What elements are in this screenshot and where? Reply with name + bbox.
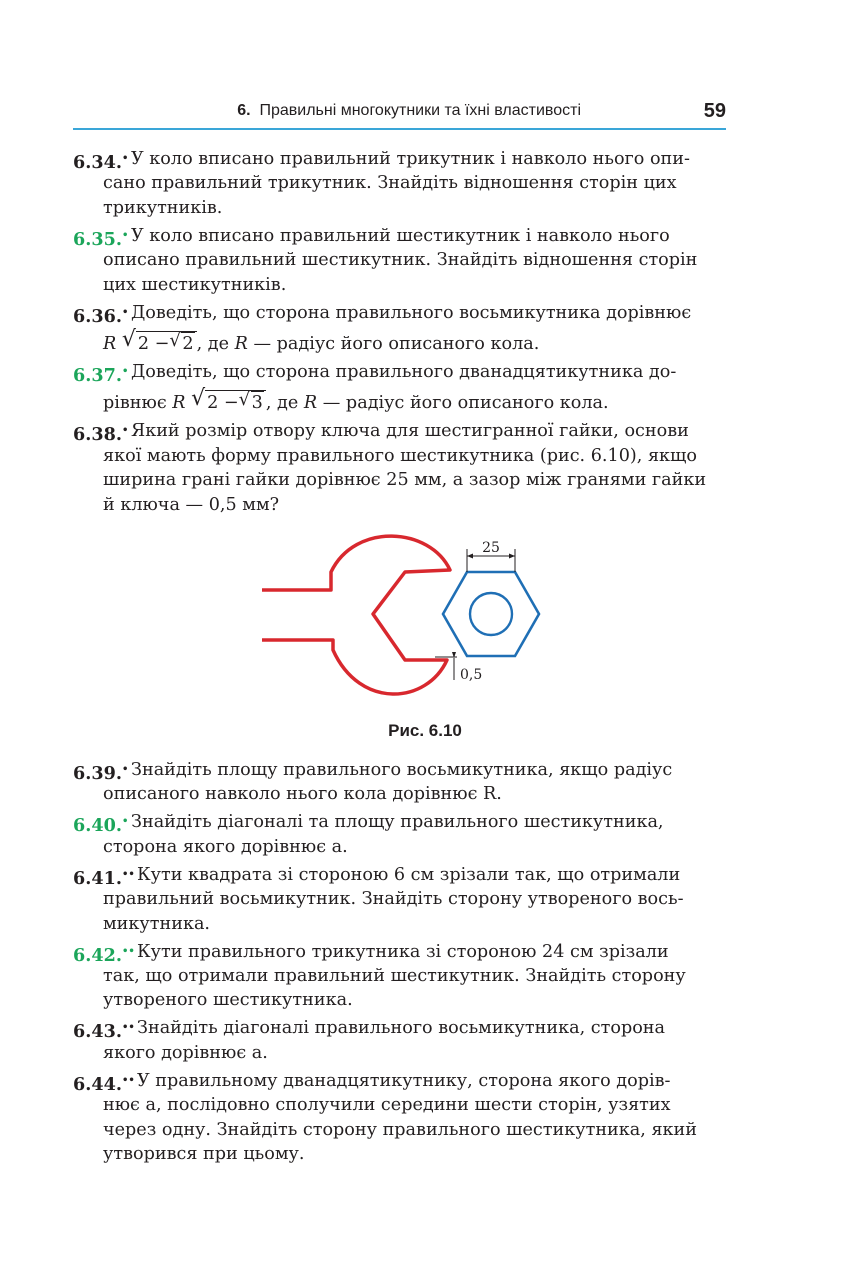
problem-number: 6.39.• bbox=[73, 762, 129, 784]
nut-hexagon bbox=[443, 572, 539, 656]
problem-6-41 bbox=[73, 863, 726, 936]
problem-line: Знайдіть площу правильного восьмикутника, якщо радіус bbox=[131, 760, 673, 780]
chapter-title-text: Правильні многокутники та їхні властивості bbox=[259, 102, 581, 119]
problem-6-36 bbox=[73, 301, 726, 357]
sqrt-inner: √ 3 bbox=[251, 391, 264, 414]
problem-line: Знайдіть діагоналі та площу правильного шестикутника, bbox=[131, 812, 664, 833]
problem-line: через одну. Знайдіть сторону правильного шестикутника, який bbox=[103, 1119, 697, 1140]
problem-6-37 bbox=[73, 360, 726, 416]
problem-6-34 bbox=[73, 147, 726, 220]
problem-6-43 bbox=[73, 1016, 726, 1065]
problem-line: У коло вписано правильний шестикутник і навколо нього bbox=[131, 225, 670, 246]
problem-number: 6.34.• bbox=[73, 151, 129, 173]
sqrt-inner: √ 2 bbox=[181, 332, 194, 355]
problem-list-bottom bbox=[73, 758, 726, 1170]
problem-number: 6.40.• bbox=[73, 815, 129, 837]
formula-line: рівнює R √ 2 −√ 3 , де R — радіус його описаного кола. bbox=[103, 390, 726, 415]
problem-list-top bbox=[73, 147, 726, 521]
problem-line: Знайдіть діагоналі правильного восьмикутника, сторона bbox=[137, 1018, 666, 1039]
problem-line: Який розмір отвору ключа для шестигранної гайки, основи bbox=[131, 421, 689, 442]
page-number: 59 bbox=[703, 100, 726, 122]
formula-line: R √ 2 −√ 2 , де R — радіус його описаного кола. bbox=[103, 331, 726, 356]
problem-line: утворився при цьому. bbox=[103, 1144, 305, 1165]
formula-r: R bbox=[172, 393, 186, 414]
problem-line: Кути правильного трикутника зі стороною 24 см зрізали bbox=[137, 941, 669, 962]
problem-line: У коло вписано правильний трикутник і навколо нього опи- bbox=[131, 149, 690, 169]
problem-number: 6.38.• bbox=[73, 424, 129, 446]
sqrt-outer: √ 2 −√ 3 bbox=[205, 390, 266, 414]
problem-number: 6.43.•• bbox=[73, 1021, 135, 1043]
nut-hole bbox=[470, 593, 512, 635]
formula-r: R bbox=[103, 334, 117, 355]
problem-6-44 bbox=[73, 1069, 726, 1167]
problem-6-38 bbox=[73, 419, 726, 517]
problem-line: сторона якого дорівнює a. bbox=[103, 836, 348, 857]
problem-line: нює a, послідовно сполучили середини шести сторін, узятих bbox=[103, 1095, 671, 1116]
problem-6-40 bbox=[73, 810, 726, 859]
dim-gap-label: 0,5 bbox=[460, 667, 483, 683]
wrench-outline bbox=[262, 536, 450, 694]
problem-line: й ключа — 0,5 мм? bbox=[103, 494, 280, 515]
sqrt-outer: √ 2 −√ 2 bbox=[136, 331, 197, 355]
problem-number: 6.36.• bbox=[73, 305, 129, 327]
problem-number: 6.44.•• bbox=[73, 1073, 135, 1095]
wrench-nut-diagram bbox=[255, 532, 595, 702]
problem-line: описаного навколо нього кола дорівнює R. bbox=[103, 784, 502, 805]
problem-line: утвореного шестикутника. bbox=[103, 990, 353, 1011]
problem-number: 6.37.• bbox=[73, 364, 129, 386]
problem-line: Доведіть, що сторона правильного дванадцятикутника до- bbox=[131, 362, 677, 383]
problem-line: ширина грані гайки дорівнює 25 мм, а зазор між гранями гайки bbox=[103, 470, 707, 491]
problem-line: Кути квадрата зі стороною 6 см зрізали так, що отримали bbox=[137, 864, 681, 885]
chapter-title bbox=[237, 102, 581, 120]
problem-number: 6.35.• bbox=[73, 228, 129, 250]
problem-6-42 bbox=[73, 940, 726, 1013]
problem-line: якої мають форму правильного шестикутника (рис. 6.10), якщо bbox=[103, 445, 697, 466]
problem-line: сано правильний трикутник. Знайдіть відношення сторін цих bbox=[103, 173, 677, 194]
chapter-number: 6. bbox=[237, 102, 251, 119]
problem-number: 6.41.•• bbox=[73, 867, 135, 889]
page-header bbox=[73, 96, 726, 130]
dim-25-label: 25 bbox=[482, 540, 500, 556]
problem-line: У правильному дванадцятикутнику, сторона якого дорів- bbox=[137, 1070, 671, 1091]
problem-number: 6.42.•• bbox=[73, 944, 135, 966]
problem-6-35 bbox=[73, 224, 726, 297]
problem-line: цих шестикутників. bbox=[103, 274, 287, 295]
problem-line: так, що отримали правильний шестикутник. Знайдіть сторону bbox=[103, 966, 686, 987]
problem-line: якого дорівнює a. bbox=[103, 1042, 268, 1063]
problem-line: правильний восьмикутник. Знайдіть сторону утвореного вось- bbox=[103, 889, 684, 910]
problem-6-39 bbox=[73, 758, 726, 807]
problem-line: микутника. bbox=[103, 913, 211, 934]
problem-line: трикутників. bbox=[103, 197, 223, 218]
figure-caption: Рис. 6.10 bbox=[388, 721, 462, 740]
problem-line: описано правильний шестикутник. Знайдіть відношення сторін bbox=[103, 250, 698, 271]
problem-line: Доведіть, що сторона правильного восьмикутника дорівнює bbox=[131, 302, 692, 323]
figure-wrench-nut bbox=[255, 532, 595, 702]
header-rule bbox=[73, 128, 726, 130]
